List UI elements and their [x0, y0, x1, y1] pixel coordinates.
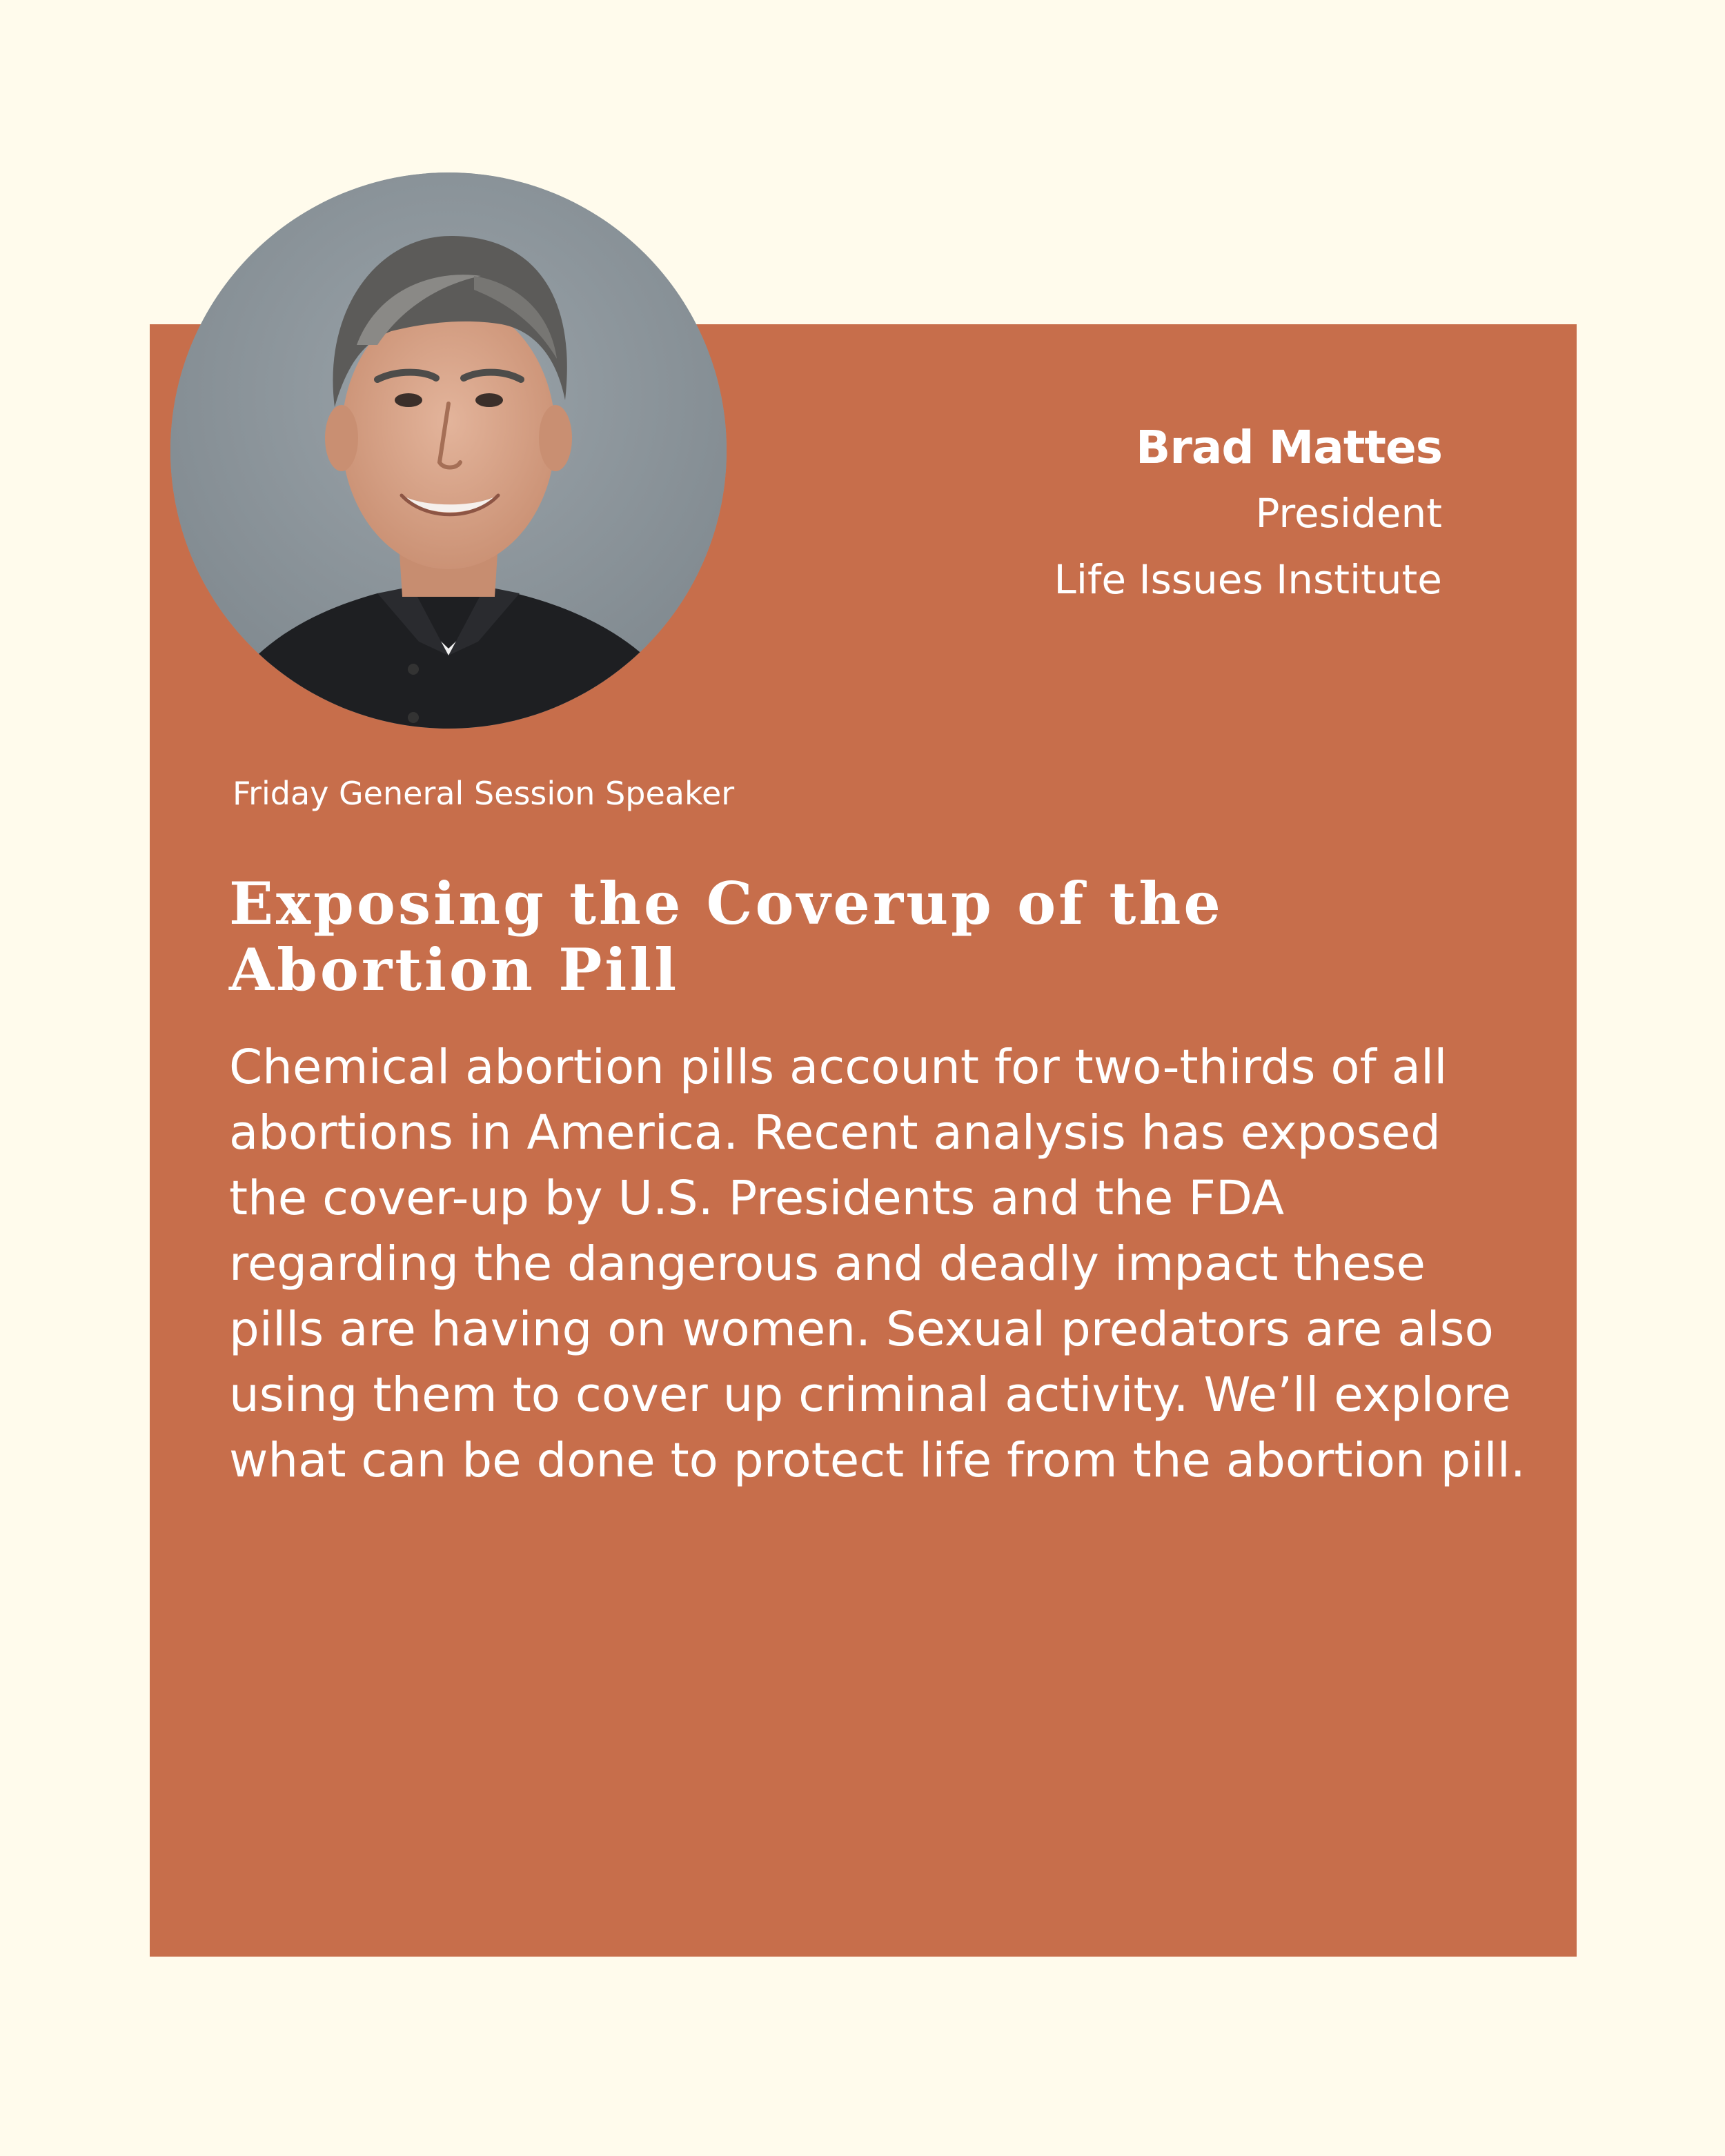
- speaker-photo: [170, 172, 727, 729]
- speaker-name: Brad Mattes: [1136, 421, 1442, 474]
- speaker-portrait-icon: [170, 172, 727, 729]
- talk-title: Exposing the Coverup of the Abortion Pill: [229, 869, 1223, 1004]
- speaker-info: [1054, 415, 1442, 613]
- speaker-role: President: [1255, 490, 1442, 537]
- talk-description: Chemical abortion pills account for two-thirds of all abortions in America. Recent analysis has exposed the cover-up by U.S. Presidents and the FDA regarding the dangerous and deadly impact these pills are having on women. Sexual predators are also using them to cover up criminal activity. We’ll explore what can be done to protect life from the abortion pill.: [229, 1040, 1526, 1488]
- session-label: Friday General Session Speaker: [233, 775, 735, 812]
- speaker-organization: Life Issues Institute: [1054, 556, 1442, 603]
